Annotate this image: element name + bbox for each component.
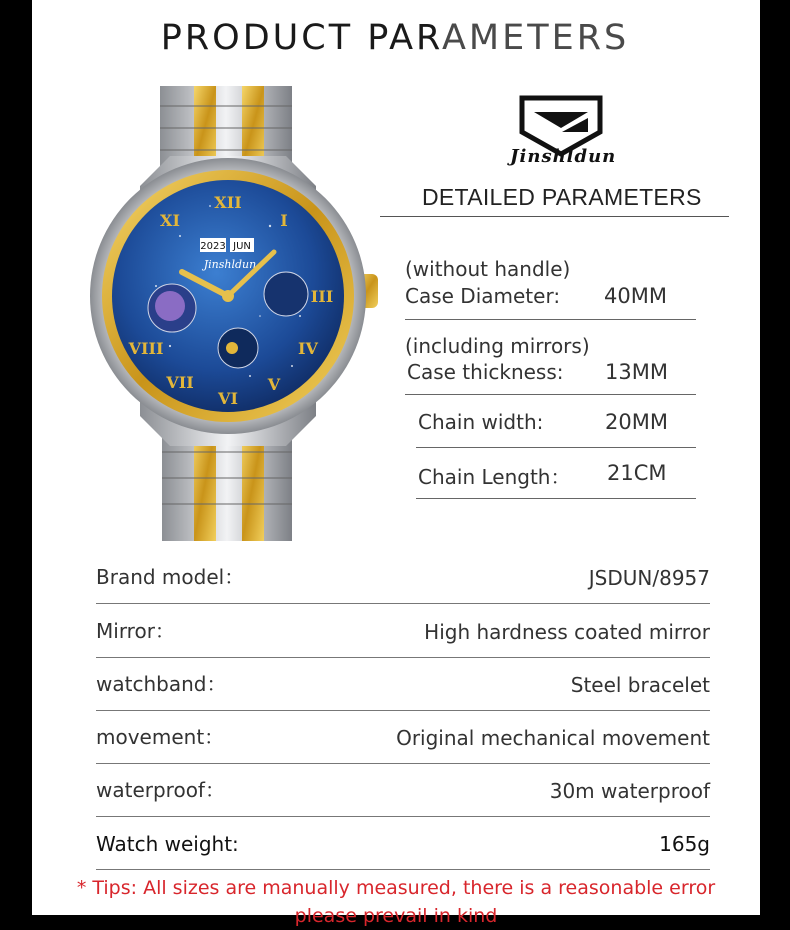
param-label-thickness: Case thickness: — [407, 360, 564, 384]
spec-divider — [96, 710, 710, 711]
spec-label: watchband： — [96, 672, 227, 696]
spec-row-watchband — [96, 659, 710, 711]
spec-row-weight — [96, 818, 710, 870]
page-title — [0, 18, 790, 58]
param-value-thickness: 13MM — [605, 360, 668, 384]
svg-text:VI: VI — [218, 389, 238, 408]
spec-divider — [96, 603, 710, 604]
tips-line-2: please prevail in kind — [294, 905, 498, 927]
dial-month: JUN — [233, 241, 251, 252]
param-value-chain-length: 21CM — [607, 461, 667, 485]
page-title-dark: PRODUCT PAR — [160, 18, 442, 58]
spec-label: Brand model： — [96, 565, 245, 589]
spec-row-movement — [96, 712, 710, 764]
param-note-diameter: (without handle) — [405, 257, 571, 281]
param-label-chain-width: Chain width: — [418, 410, 544, 434]
svg-text:XI: XI — [160, 211, 180, 230]
spec-value: 165g — [659, 832, 710, 856]
svg-text:I: I — [280, 211, 288, 230]
brand-logo-text: Jinshldun — [510, 146, 617, 167]
param-divider — [416, 498, 696, 499]
spec-value: Original mechanical movement — [396, 726, 710, 750]
spec-row-brand-model — [96, 552, 710, 604]
spec-label: Watch weight: — [96, 832, 239, 856]
param-value-chain-width: 20MM — [605, 410, 668, 434]
spec-label: Mirror： — [96, 619, 175, 643]
spec-label: waterproof： — [96, 778, 225, 802]
spec-divider — [96, 763, 710, 764]
bracelet-top — [160, 86, 292, 166]
svg-text:XII: XII — [214, 193, 242, 212]
detailed-divider — [380, 216, 729, 217]
spec-value: JSDUN/8957 — [588, 566, 710, 590]
svg-text:VIII: VIII — [128, 339, 164, 358]
svg-text:VII: VII — [166, 373, 194, 392]
dial-brand: Jinshldun — [203, 258, 257, 271]
spec-divider — [96, 657, 710, 658]
param-label-chain-length: Chain Length： — [418, 465, 571, 489]
param-value-diameter: 40MM — [604, 284, 667, 308]
detailed-heading: DETAILED PARAMETERS — [422, 184, 702, 210]
spec-divider — [96, 869, 710, 870]
watch-image — [60, 86, 380, 546]
product-page — [32, 0, 760, 927]
spec-label: movement： — [96, 725, 225, 749]
spec-value: High hardness coated mirror — [424, 620, 710, 644]
spec-divider — [96, 816, 710, 817]
tips-note — [32, 874, 760, 930]
param-divider — [405, 394, 696, 395]
svg-text:III: III — [310, 287, 334, 306]
right-subdial — [264, 272, 308, 316]
param-note-thickness: (including mirrors) — [405, 334, 590, 358]
spec-value: Steel bracelet — [570, 673, 710, 697]
dial-year: 2023 — [200, 241, 226, 252]
param-divider — [416, 447, 696, 448]
page-title-light: AMETERS — [441, 18, 630, 58]
spec-value: 30m waterproof — [549, 779, 710, 803]
tips-line-1: * Tips: All sizes are manually measured, there is a reasonable error — [76, 877, 716, 899]
param-label-diameter: Case Diameter: — [405, 284, 561, 308]
param-divider — [405, 319, 696, 320]
spec-row-waterproof — [96, 765, 710, 817]
spec-row-mirror — [96, 606, 710, 658]
svg-text:V: V — [267, 375, 281, 394]
svg-text:IV: IV — [298, 339, 318, 358]
